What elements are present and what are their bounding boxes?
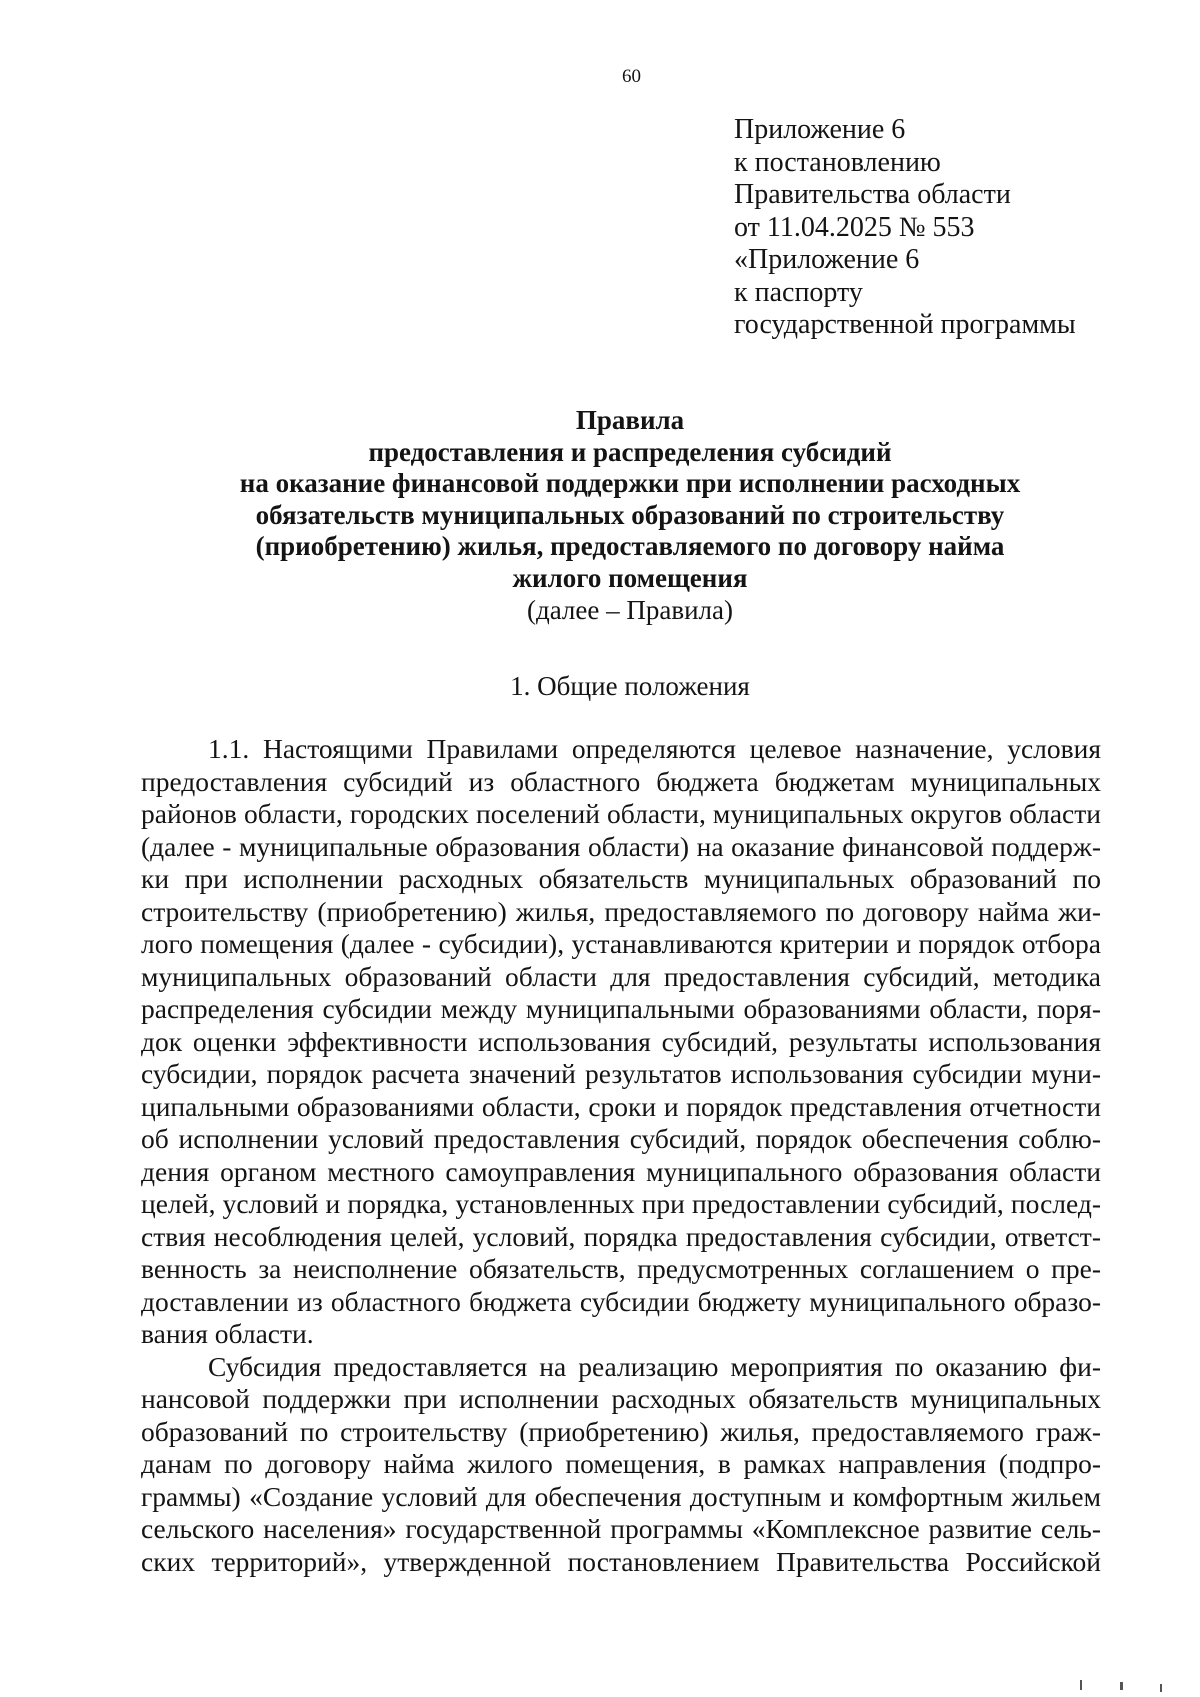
text-line: нансовой поддержки при исполнении расходных обязательств муниципальных <box>141 1383 1101 1414</box>
text-line: ских территорий», утвержденной постановлением Правительства Российской <box>141 1545 1101 1577</box>
text-line: дения органом местного самоуправления муниципального образования области <box>141 1155 1101 1187</box>
annex-line: государственной программы <box>734 309 1076 340</box>
paragraph-1-1 <box>141 733 1101 1351</box>
page-number: 60 <box>622 66 641 87</box>
scan-artifact <box>1080 1680 1082 1690</box>
text-line: док оценки эффективности использования субсидий, результаты использования <box>141 1025 1101 1057</box>
title-note: (далее – Правила) <box>526 595 734 625</box>
text-line: образований по строительству (приобретению) жилья, предоставляемого граж- <box>141 1415 1101 1447</box>
title-line: на оказание финансовой поддержки при исполнении расходных <box>239 468 1021 498</box>
annex-line: к постановлению <box>734 146 941 178</box>
scan-artifact <box>1120 1682 1123 1690</box>
text-line: предоставления субсидий из областного бюджета бюджетам муниципальных <box>141 765 1101 797</box>
text-line: вания области. <box>141 1318 314 1349</box>
text-line: ки при исполнении расходных обязательств муниципальных образований по <box>141 863 1101 894</box>
text-line: целей, условий и порядка, установленных при предоставлении субсидий, послед- <box>141 1188 1101 1219</box>
text-line: 1.1. Настоящими Правилами определяются целевое назначение, условия <box>208 733 1101 764</box>
text-line: субсидии, порядок расчета значений результатов использования субсидии муни- <box>141 1058 1101 1089</box>
annex-line: «Приложение 6 <box>734 244 920 275</box>
section-heading: 1. Общие положения <box>510 671 750 701</box>
annex-line: Правительства области <box>734 179 1011 210</box>
document-title <box>130 405 1130 627</box>
title-line: (приобретению) жилья, предоставляемого по договору найма <box>255 531 1005 561</box>
title-line: Правила <box>575 405 685 435</box>
annex-header <box>734 114 1076 342</box>
text-line: венность за неисполнение обязательств, предусмотренных соглашением о пре- <box>141 1253 1101 1284</box>
text-line: данам по договору найма жилого помещения, в рамках направления (подпро- <box>141 1448 1101 1479</box>
annex-line: от 11.04.2025 № 553 <box>734 211 975 243</box>
body-text <box>141 733 1101 1578</box>
text-line: Субсидия предоставляется на реализацию мероприятия по оказанию фи- <box>208 1350 1101 1382</box>
text-line: об исполнении условий предоставления субсидий, порядок обеспечения соблю- <box>141 1123 1101 1154</box>
text-line: сельского населения» государственной программы «Комплексное развитие сель- <box>141 1513 1101 1544</box>
text-line: ствия несоблюдения целей, условий, порядка предоставления субсидии, ответст- <box>141 1220 1101 1252</box>
text-line: распределения субсидии между муниципальными образованиями области, поря- <box>141 993 1101 1024</box>
text-line: граммы) «Создание условий для обеспечения доступным и комфортным жильем <box>141 1480 1101 1512</box>
text-line: районов области, городских поселений области, муниципальных округов области <box>141 798 1101 829</box>
title-line: обязательств муниципальных образований по строительству <box>255 499 1005 530</box>
text-line: муниципальных образований области для предоставления субсидий, методика <box>141 960 1101 992</box>
annex-line: к паспорту <box>734 276 863 308</box>
text-line: строительству (приобретению) жилья, предоставляемого по договору найма жи- <box>141 895 1101 927</box>
text-line: ципальными образованиями области, сроки и порядок представления отчетности <box>141 1090 1101 1122</box>
scan-artifact <box>1160 1684 1162 1692</box>
title-line: предоставления и распределения субсидий <box>368 436 892 467</box>
title-line: жилого помещения <box>512 562 748 593</box>
text-line: доставлении из областного бюджета субсидии бюджету муниципального образо- <box>141 1285 1101 1317</box>
text-line: (далее - муниципальные образования области) на оказание финансовой поддерж- <box>141 830 1101 862</box>
annex-line: Приложение 6 <box>734 114 906 145</box>
text-line: лого помещения (далее - субсидии), устанавливаются критерии и порядок отбора <box>141 928 1101 959</box>
paragraph-subsidy <box>141 1351 1101 1579</box>
